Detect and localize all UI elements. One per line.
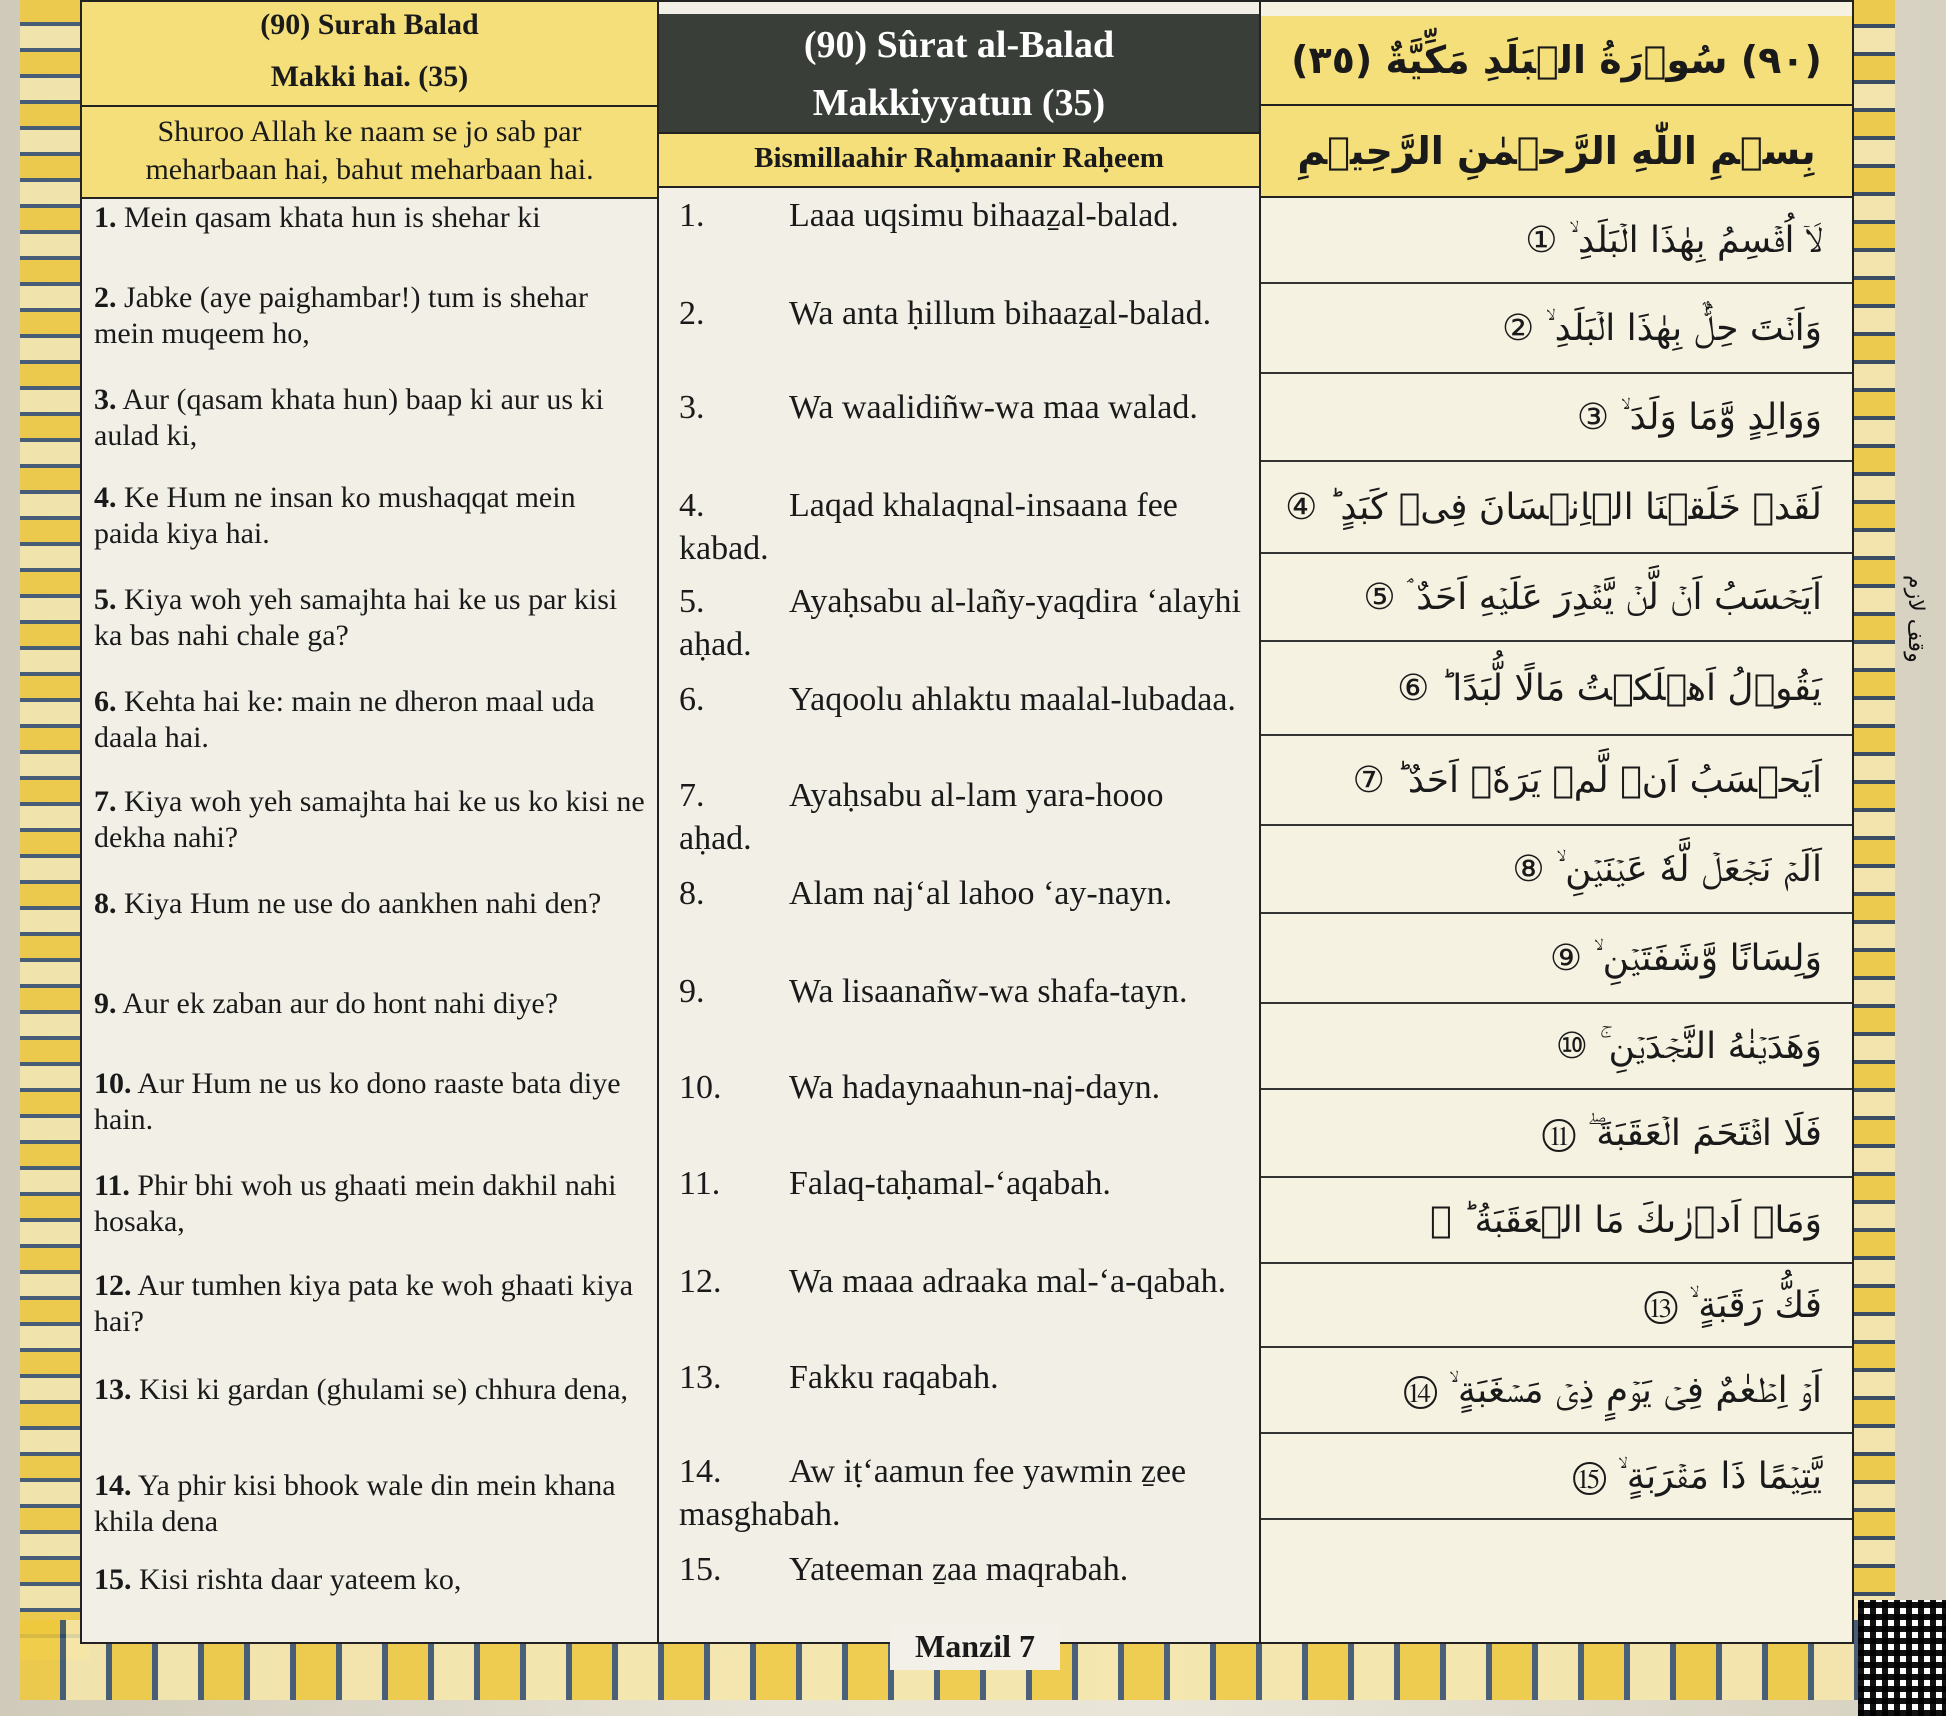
arabic-verse: وَهَدَيۡنٰهُ النَّجۡدَيۡنِ ۚ ⑩ bbox=[1261, 1004, 1852, 1090]
transliteration-verse bbox=[659, 970, 1259, 1013]
verse-text: Ke Hum ne insan ko mushaqqat mein paida kiya hai. bbox=[94, 481, 576, 550]
bismillah-bar bbox=[659, 132, 1259, 188]
arabic-column bbox=[1261, 2, 1852, 1642]
bismillah-arabic: بِسۡمِ اللّٰهِ الرَّحۡمٰنِ الرَّحِيۡمِ bbox=[1297, 129, 1816, 173]
verse-text: Kiya woh yeh samajhta hai ke us par kisi ka bas nahi chale ga? bbox=[94, 583, 618, 652]
surah-subtitle: Makkiyyatun (35) bbox=[812, 82, 1106, 124]
verse-number: 7. bbox=[679, 777, 705, 814]
translation-verse bbox=[82, 480, 657, 552]
intro-line-2: meharbaan hai, bahut meharbaan hai. bbox=[145, 153, 594, 186]
arabic-verse: اَوۡ اِطۡعٰمٌ فِىۡ يَوۡمٍ ذِىۡ مَسۡغَبَةٍ ۙ ⑭ bbox=[1261, 1348, 1852, 1434]
transliteration-verse bbox=[659, 1450, 1259, 1536]
surah-title: (90) Surah Balad bbox=[260, 8, 479, 41]
verse-number: 10. bbox=[679, 1069, 722, 1106]
manzil-label: Manzil 7 bbox=[890, 1622, 1060, 1670]
verse-text: Ya phir kisi bhook wale din mein khana khila dena bbox=[94, 1469, 616, 1538]
verse-text: Phir bhi woh us ghaati mein dakhil nahi hosaka, bbox=[94, 1169, 617, 1238]
arabic-verse: لَقَدۡ خَلَقۡنَا الۡاِنۡسَانَ فِىۡ كَبَدٍ ؕ ④ bbox=[1261, 462, 1852, 554]
arabic-verse: اَلَمۡ نَجۡعَلۡ لَّهٗ عَيۡنَيۡنِ ۙ ⑧ bbox=[1261, 826, 1852, 914]
verse-number: 13. bbox=[679, 1359, 722, 1396]
verse-number: 5. bbox=[679, 583, 705, 620]
transliteration-verse bbox=[659, 1066, 1259, 1109]
verse-text: Mein qasam khata hun is shehar ki bbox=[124, 201, 541, 234]
transliteration-verse bbox=[659, 678, 1259, 721]
verse-number: 5. bbox=[94, 583, 117, 616]
translation-verse bbox=[82, 1168, 657, 1240]
surah-header-dark bbox=[659, 14, 1259, 132]
verse-text: Alam naj‘al lahoo ‘ay-nayn. bbox=[789, 875, 1173, 912]
arabic-verse: يَقُوۡلُ اَهۡلَكۡتُ مَالًا لُّبَدًا ؕ ⑥ bbox=[1261, 642, 1852, 736]
verse-text: Kiya woh yeh samajhta hai ke us ko kisi ne dekha nahi? bbox=[94, 785, 645, 854]
verse-text: Aur (qasam khata hun) baap ki aur us ki aulad ki, bbox=[94, 383, 604, 452]
verse-text: Yateeman ẕaa maqrabah. bbox=[789, 1551, 1129, 1588]
transliteration-verse bbox=[659, 1162, 1259, 1205]
arabic-verse: لَاۤ اُقۡسِمُ بِهٰذَا الۡبَلَدِ ۙ ① bbox=[1261, 198, 1852, 284]
verse-text: Kisi rishta daar yateem ko, bbox=[139, 1563, 462, 1596]
transliteration-verse bbox=[659, 1548, 1259, 1591]
verse-text: Jabke (aye paighambar!) tum is shehar mein muqeem ho, bbox=[94, 281, 588, 350]
verse-text: Kisi ki gardan (ghulami se) chhura dena, bbox=[139, 1373, 629, 1406]
verse-text: Laqad khalaqnal-insaana fee kabad. bbox=[679, 487, 1178, 567]
transliteration-verse bbox=[659, 484, 1259, 570]
surah-title-arabic: (٩٠) سُوۡرَةُ الۡبَلَدِ مَكِّيَّةٌ (٣٥) bbox=[1291, 38, 1822, 82]
transliteration-verse bbox=[659, 1260, 1259, 1303]
verse-number: 4. bbox=[94, 481, 117, 514]
translation-verse bbox=[82, 1066, 657, 1138]
verse-number: 9. bbox=[94, 987, 117, 1020]
transliteration-verse bbox=[659, 580, 1259, 666]
translation-column bbox=[82, 2, 659, 1642]
bismillah-arabic-bar bbox=[1261, 106, 1852, 198]
verse-number: 15. bbox=[679, 1551, 722, 1588]
arabic-verse: اَيَحۡسَبُ اَنۡ لَّمۡ يَرَهٗۤ اَحَدٌ ؕ ⑦ bbox=[1261, 736, 1852, 826]
translation-verse bbox=[82, 1268, 657, 1340]
verse-text: Wa waalidiñw-wa maa walad. bbox=[789, 389, 1198, 426]
arabic-verse: اَيَحۡسَبُ اَنۡ لَّنۡ يَّقۡدِرَ عَلَيۡهِ اَحَدٌ ۘ ⑤ bbox=[1261, 554, 1852, 642]
verse-text: Aur Hum ne us ko dono raaste bata diye hain. bbox=[94, 1067, 621, 1136]
surah-subtitle: Makki hai. (35) bbox=[270, 60, 469, 93]
arabic-verse: فَلَا اقۡتَحَمَ الۡعَقَبَةَ ۖ ⑪ bbox=[1261, 1090, 1852, 1178]
verse-number: 15. bbox=[94, 1563, 132, 1596]
verse-number: 6. bbox=[679, 681, 705, 718]
translation-verse bbox=[82, 1562, 657, 1598]
verse-text: Kehta hai ke: main ne dheron maal uda daala hai. bbox=[94, 685, 595, 754]
surah-title: (90) Sûrat al-Balad bbox=[803, 24, 1115, 66]
verse-number: 9. bbox=[679, 973, 705, 1010]
verse-number: 6. bbox=[94, 685, 117, 718]
translation-verse bbox=[82, 784, 657, 856]
verse-number: 3. bbox=[94, 383, 117, 416]
verse-text: Aur ek zaban aur do hont nahi diye? bbox=[122, 987, 559, 1020]
transliteration-verse bbox=[659, 1356, 1259, 1399]
qr-code[interactable] bbox=[1858, 1600, 1946, 1716]
arabic-verse: وَاَنۡتَ حِلٌّۢ بِهٰذَا الۡبَلَدِ ۙ ② bbox=[1261, 284, 1852, 374]
verse-number: 12. bbox=[94, 1269, 132, 1302]
verse-number: 11. bbox=[679, 1165, 721, 1202]
translation-verse bbox=[82, 280, 657, 352]
verse-text: Ayaḥsabu al-lañy-yaqdira ‘alayhi aḥad. bbox=[679, 583, 1241, 663]
verse-text: Wa anta ḥillum bihaaẕal-balad. bbox=[789, 295, 1212, 332]
verse-number: 12. bbox=[679, 1263, 722, 1300]
verse-number: 14. bbox=[94, 1469, 132, 1502]
translation-verse bbox=[82, 582, 657, 654]
arabic-verse: فَكُّ رَقَبَةٍ ۙ ⑬ bbox=[1261, 1264, 1852, 1348]
arabic-verse: وَمَاۤ اَدۡرٰٮكَ مَا الۡعَقَبَةُ ؕ ⑫ bbox=[1261, 1178, 1852, 1264]
verse-text: Kiya Hum ne use do aankhen nahi den? bbox=[124, 887, 602, 920]
transliteration-verse bbox=[659, 872, 1259, 915]
verse-number: 7. bbox=[94, 785, 117, 818]
verse-number: 14. bbox=[679, 1453, 722, 1490]
arabic-verse: يَّتِيۡمًا ذَا مَقۡرَبَةٍ ۙ ⑮ bbox=[1261, 1434, 1852, 1520]
arabic-verse: وَلِسَانًا وَّشَفَتَيۡنِ ۙ ⑨ bbox=[1261, 914, 1852, 1004]
verse-text: Aur tumhen kiya pata ke woh ghaati kiya hai? bbox=[94, 1269, 634, 1338]
transliteration-verse bbox=[659, 386, 1259, 429]
translation-verse bbox=[82, 1468, 657, 1540]
verse-text: Aw iṭ‘aamun fee yawmin ẕee masghabah. bbox=[679, 1453, 1187, 1533]
verse-number: 4. bbox=[679, 487, 705, 524]
translation-verse bbox=[82, 1372, 657, 1408]
transliteration-column bbox=[659, 2, 1261, 1642]
translation-verse bbox=[82, 382, 657, 454]
verse-number: 10. bbox=[94, 1067, 132, 1100]
transliteration-verse bbox=[659, 194, 1259, 237]
translation-verse bbox=[82, 886, 657, 922]
verse-text: Wa maaa adraaka mal-‘a-qabah. bbox=[789, 1263, 1227, 1300]
verse-text: Ayaḥsabu al-lam yara-hooo aḥad. bbox=[679, 777, 1164, 857]
surah-header-arabic bbox=[1261, 16, 1852, 106]
verse-text: Laaa uqsimu bihaaẕal-balad. bbox=[789, 197, 1179, 234]
transliteration-verse bbox=[659, 774, 1259, 860]
verse-number: 1. bbox=[679, 197, 705, 234]
verse-text: Fakku raqabah. bbox=[789, 1359, 999, 1396]
verse-text: Falaq-taḥamal-‘aqabah. bbox=[789, 1165, 1111, 1202]
transliteration-verse bbox=[659, 292, 1259, 335]
verse-text: Wa hadaynaahun-naj-dayn. bbox=[789, 1069, 1161, 1106]
verse-number: 1. bbox=[94, 201, 117, 234]
bismillah-translation bbox=[82, 107, 657, 199]
verse-number: 11. bbox=[94, 1169, 130, 1202]
verse-number: 8. bbox=[94, 887, 117, 920]
verse-text: Wa lisaanañw-wa shafa-tayn. bbox=[789, 973, 1188, 1010]
intro-line-1: Shuroo Allah ke naam se jo sab par bbox=[157, 115, 582, 148]
verse-text: Yaqoolu ahlaktu maalal-lubadaa. bbox=[789, 681, 1236, 718]
waqf-note: وقف لازم bbox=[1903, 575, 1928, 663]
verse-number: 2. bbox=[679, 295, 705, 332]
bismillah-text: Bismillaahir Raḥmaanir Raḥeem bbox=[754, 142, 1164, 174]
arabic-verse: وَوَالِدٍ وَّمَا وَلَدَ ۙ ③ bbox=[1261, 374, 1852, 462]
verse-number: 13. bbox=[94, 1373, 132, 1406]
surah-header bbox=[82, 2, 657, 107]
translation-verse bbox=[82, 986, 657, 1022]
verse-number: 2. bbox=[94, 281, 117, 314]
text-frame bbox=[80, 0, 1854, 1644]
verse-number: 3. bbox=[679, 389, 705, 426]
verse-number: 8. bbox=[679, 875, 705, 912]
translation-verse bbox=[82, 200, 657, 236]
translation-verse bbox=[82, 684, 657, 756]
